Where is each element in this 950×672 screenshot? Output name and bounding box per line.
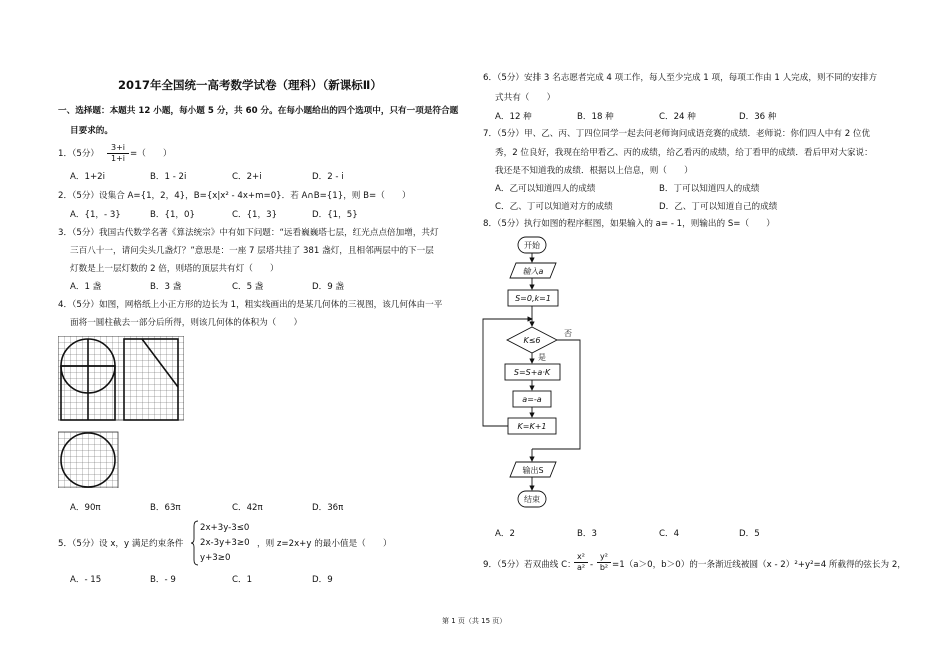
section-heading-line2: 目要求的。 — [70, 126, 113, 136]
q6-option-c: C．24 种 — [659, 112, 696, 122]
q9-f2-den: b² — [597, 562, 611, 573]
q2-option-b: B．{1，0} — [150, 210, 195, 220]
q5-constraint-3: y+3≥0 — [200, 553, 231, 563]
q9-suffix: =1（a＞0，b＞0）的一条渐近线被圆（x - 2）²+y²=4 所截得的弦长为 2， — [612, 560, 906, 570]
q1-frac-den: 1+i — [107, 153, 129, 164]
q6-option-a: A．12 种 — [495, 112, 532, 122]
q3-line3: 灯数是上一层灯数的 2 倍，则塔的顶层共有灯（ ） — [70, 264, 279, 274]
flow-input-label: 输入a — [522, 267, 544, 276]
q1-option-b: B．1 - 2i — [150, 172, 187, 182]
q9-f1-num: x² — [577, 552, 585, 561]
q5-suffix: ，则 z=2x+y 的最小值是（ ） — [257, 539, 392, 549]
q8-option-c: C．4 — [659, 529, 680, 539]
q9-fraction-x — [574, 552, 588, 573]
q6-line2: 式共有（ ） — [495, 93, 556, 103]
q7-line3: 我还是不知道我的成绩．根据以上信息，则（ ） — [495, 166, 693, 176]
q9-fraction-y — [597, 552, 611, 573]
q1-suffix: =（ ） — [130, 149, 172, 159]
q2-text: 2．（5分）设集合 A={1，2，4}，B={x|x² - 4x+m=0}．若 A∩B={1}，则 B=（ ） — [58, 191, 411, 201]
q1-prefix: 1．（5分） — [58, 149, 100, 159]
flow-init-label: S=0,k=1 — [515, 294, 551, 303]
flow-step3-label: K=K+1 — [517, 422, 547, 431]
flowchart — [478, 234, 598, 516]
q7-option-a: A．乙可以知道四人的成绩 — [495, 184, 596, 194]
q1-frac-num: 3+i — [110, 143, 125, 152]
q4-option-c: C．42π — [232, 503, 263, 513]
q9-f2-num: y² — [600, 552, 608, 561]
q5-option-d: D．9 — [312, 575, 333, 585]
q7-line1: 7．（5分）甲、乙、丙、丁四位同学一起去问老师询问成语竞赛的成绩．老师说：你们四人中有 2 位优 — [483, 129, 871, 139]
q7-option-c: C．乙、丁可以知道对方的成绩 — [495, 202, 613, 212]
q5-constraint-1: 2x+3y-3≤0 — [200, 523, 250, 533]
flow-step2-label: a=-a — [522, 395, 542, 404]
q9-prefix: 9．（5分）若双曲线 C： — [483, 560, 576, 570]
q4-line2: 面将一圆柱截去一部分后所得，则该几何体的体积为（ ） — [70, 318, 303, 328]
q8-option-a: A．2 — [495, 529, 515, 539]
q7-line2: 秀，2 位良好，我现在给甲看乙、丙的成绩，给乙看丙的成绩，给丁看甲的成绩．看后甲对大家说： — [495, 148, 873, 158]
q1-option-d: D．2 - i — [312, 172, 344, 182]
q7-option-b: B．丁可以知道四人的成绩 — [659, 184, 760, 194]
q4-option-d: D．36π — [312, 503, 344, 513]
q5-option-b: B．- 9 — [150, 575, 176, 585]
q3-option-c: C．5 盏 — [232, 282, 264, 292]
q1-option-a: A．1+2i — [70, 172, 105, 182]
q2-option-c: C．{1，3} — [232, 210, 278, 220]
q3-line1: 3．（5分）我国古代数学名著《算法统宗》中有如下问题：“远看巍巍塔七层，红光点点倍加增，共灯 — [58, 228, 439, 238]
q1-option-c: C．2+i — [232, 172, 262, 182]
q6-line1: 6．（5分）安排 3 名志愿者完成 4 项工作，每人至少完成 1 项，每项工作由 1 人完成，则不同的安排方 — [483, 73, 878, 83]
q8-option-d: D．5 — [739, 529, 760, 539]
flow-yes-label: 是 — [538, 353, 546, 362]
flow-step1-label: S=S+a·K — [513, 368, 551, 377]
q3-option-d: D．9 盏 — [312, 282, 345, 292]
section-heading-line1: 一、选择题：本题共 12 小题，每小题 5 分，共 60 分。在每小题给出的四个选项中，只有一项是符合题 — [58, 106, 459, 116]
q7-option-d: D．乙、丁可以知道自己的成绩 — [659, 202, 778, 212]
page-footer: 第 1 页（共 15 页） — [442, 617, 507, 625]
q6-option-d: D．36 种 — [739, 112, 777, 122]
q5-option-a: A．- 15 — [70, 575, 102, 585]
q8-option-b: B．3 — [577, 529, 597, 539]
q4-line1: 4．（5分）如图，网格纸上小正方形的边长为 1，粗实线画出的是某几何体的三视图，该几何体由一平 — [58, 300, 443, 310]
flow-end-label: 结束 — [524, 495, 540, 504]
three-view-grid-figure — [58, 336, 184, 488]
flow-no-label: 否 — [564, 329, 572, 338]
flow-output-label: 输出S — [522, 466, 544, 475]
q4-option-b: B．63π — [150, 503, 181, 513]
q5-prefix: 5．（5分）设 x，y 满足约束条件 — [58, 539, 184, 549]
q3-option-b: B．3 盏 — [150, 282, 182, 292]
flow-condition-label: K≤6 — [523, 336, 541, 345]
q2-option-d: D．{1，5} — [312, 210, 358, 220]
q6-option-b: B．18 种 — [577, 112, 614, 122]
q5-constraint-2: 2x-3y+3≥0 — [200, 538, 250, 548]
q8-text: 8．（5分）执行如图的程序框图，如果输入的 a= - 1，则输出的 S=（ ） — [483, 219, 775, 229]
q4-option-a: A．90π — [70, 503, 101, 513]
q5-brace — [191, 520, 199, 566]
q5-option-c: C．1 — [232, 575, 253, 585]
q1-fraction — [107, 143, 129, 164]
q9-minus: - — [590, 560, 594, 570]
q3-line2: 三百八十一，请问尖头几盏灯？”意思是：一座 7 层塔共挂了 381 盏灯，且相邻两层中的下一层 — [70, 246, 434, 256]
page-title: 2017年全国统一高考数学试卷（理科）（新课标Ⅱ） — [118, 78, 382, 92]
q9-f1-den: a² — [574, 562, 588, 573]
q3-option-a: A．1 盏 — [70, 282, 102, 292]
flow-start-label: 开始 — [524, 241, 540, 250]
q2-option-a: A．{1，- 3} — [70, 210, 121, 220]
